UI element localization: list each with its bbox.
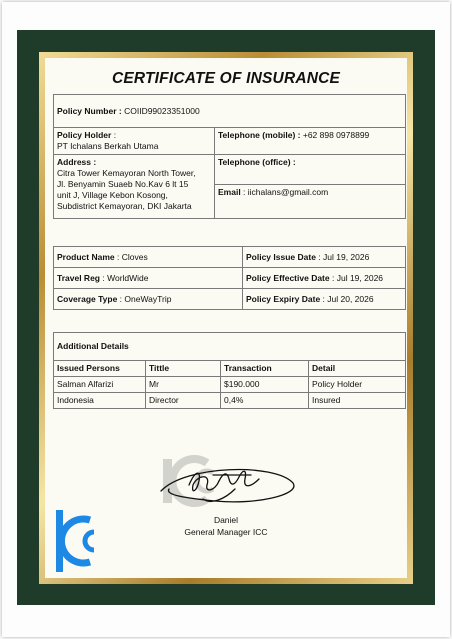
column-header: Detail xyxy=(309,361,406,377)
expiry-date-value: Jul 20, 2026 xyxy=(327,293,374,304)
product-name-cell xyxy=(54,247,243,268)
address-line: Jl. Benyamin Suaeb No.Kav 6 lt 15 xyxy=(57,179,189,189)
product-name-label: Product Name xyxy=(57,251,115,262)
address-line: Citra Tower Kemayoran North Tower, xyxy=(57,168,196,178)
table-cell: Policy Holder xyxy=(309,377,406,393)
telephone-mobile-label: Telephone (mobile) : xyxy=(218,130,301,140)
additional-details-table xyxy=(53,332,406,409)
table-row xyxy=(54,377,406,393)
table-cell: Insured xyxy=(309,393,406,409)
email-label: Email xyxy=(218,187,241,197)
table-cell: Salman Alfarizi xyxy=(54,377,146,393)
handwritten-signature xyxy=(161,470,294,502)
table-cell: 0,4% xyxy=(221,393,309,409)
address-line: Subdistrict Kemayoran, DKI Jakarta xyxy=(57,201,192,211)
telephone-mobile-value: +62 898 0978899 xyxy=(302,130,370,140)
coverage-type-cell xyxy=(54,289,243,310)
telephone-office-label: Telephone (office) : xyxy=(218,157,296,167)
address-cell xyxy=(54,155,215,219)
product-name-value: Cloves xyxy=(121,251,148,262)
coverage-type-value: OneWayTrip xyxy=(124,293,172,304)
icc-logo-icon xyxy=(54,508,98,574)
certificate-title: CERTIFICATE OF INSURANCE xyxy=(111,70,341,87)
additional-details-heading xyxy=(54,333,406,361)
policy-number-cell xyxy=(54,95,406,128)
travel-reg-label: Travel Reg xyxy=(57,272,100,283)
holder-info-table xyxy=(53,94,406,219)
table-cell: Mr xyxy=(146,377,221,393)
telephone-mobile-cell xyxy=(215,128,406,155)
product-info-table xyxy=(53,246,406,310)
faint-logo-stamp xyxy=(163,459,213,503)
policy-holder-value: PT Ichalans Berkah Utama xyxy=(57,141,159,151)
travel-reg-cell xyxy=(54,268,243,289)
issue-date-value: Jul 19, 2026 xyxy=(323,251,370,262)
effective-date-label: Policy Effective Date xyxy=(246,272,330,283)
policy-holder-label: Policy Holder xyxy=(57,130,112,140)
policy-holder-sep: : xyxy=(111,130,117,140)
issue-date-label: Policy Issue Date xyxy=(246,251,316,262)
effective-date-value: Jul 19, 2026 xyxy=(336,272,384,283)
icc-logo xyxy=(54,508,98,574)
travel-reg-sep: : xyxy=(100,272,108,283)
signature-graphic xyxy=(155,455,305,515)
email-sep: : xyxy=(240,187,248,197)
email-cell xyxy=(215,185,406,219)
column-header: Tittle xyxy=(146,361,221,377)
additional-details-title: Additional Details xyxy=(57,341,129,351)
policy-number-label: Policy Number : xyxy=(57,105,122,116)
table-cell: Director xyxy=(146,393,221,409)
table-cell: Indonesia xyxy=(54,393,146,409)
signature-area xyxy=(155,455,305,515)
signer-name: Daniel xyxy=(213,515,239,525)
expiry-date-label: Policy Expiry Date xyxy=(246,293,321,304)
coverage-type-sep: : xyxy=(117,293,125,304)
column-header: Issued Persons xyxy=(54,361,146,377)
travel-reg-value: WorldWide xyxy=(107,272,149,283)
expiry-date-sep: : xyxy=(320,293,328,304)
address-line: unit J, Village Kebon Kosong, xyxy=(57,190,168,200)
issue-date-sep: : xyxy=(315,251,324,262)
policy-number-value: COIID99023351000 xyxy=(124,105,200,116)
policy-holder-cell xyxy=(54,128,215,155)
email-value: iichalans@gmail.com xyxy=(247,187,329,197)
column-header: Transaction xyxy=(221,361,309,377)
expiry-date-cell xyxy=(243,289,406,310)
telephone-office-cell xyxy=(215,155,406,185)
issue-date-cell xyxy=(243,247,406,268)
table-row xyxy=(54,393,406,409)
product-name-sep: : xyxy=(114,251,122,262)
effective-date-cell xyxy=(243,268,406,289)
effective-date-sep: : xyxy=(329,272,337,283)
address-label: Address : xyxy=(57,157,97,167)
signer-title: General Manager ICC xyxy=(184,527,268,537)
coverage-type-label: Coverage Type xyxy=(57,293,118,304)
table-cell: $190.000 xyxy=(221,377,309,393)
